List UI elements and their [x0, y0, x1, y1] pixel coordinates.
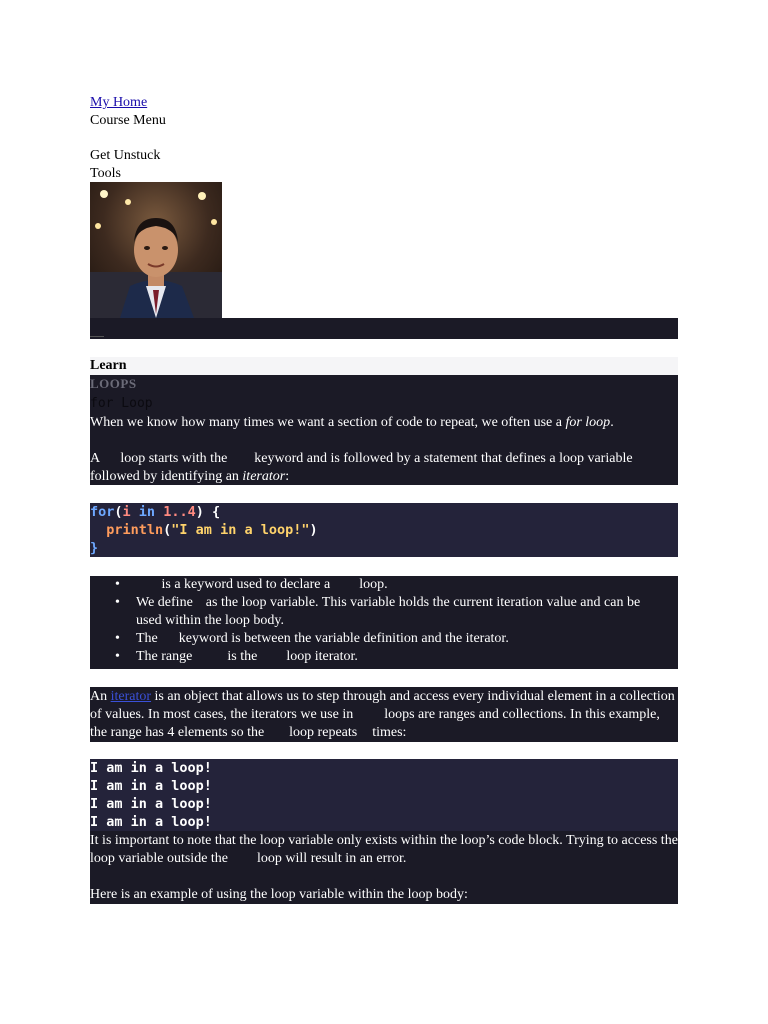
code-example	[90, 503, 678, 557]
list-item: • The range is the loop iterator.	[115, 649, 358, 664]
lesson-title: for Loop	[90, 396, 153, 411]
output-example	[90, 759, 678, 831]
scope-paragraph: It is important to note that the loop variable only exists within the loop’s code block. Trying to access the loop variable outside the loop will result in an error.	[90, 833, 678, 866]
section-label: LOOPS	[90, 376, 137, 391]
learn-tab[interactable]: Learn	[90, 357, 678, 375]
output-line: I am in a loop!	[90, 796, 212, 812]
example-intro: Here is an example of using the loop variable within the loop body:	[90, 887, 468, 902]
list-item: • We define as the loop variable. This variable holds the current iteration value and can be used within the loop body.	[115, 595, 641, 628]
output-line: I am in a loop!	[90, 814, 212, 830]
intro-paragraph: When we know how many times we want a section of code to repeat, we often use a for loop.	[90, 415, 614, 430]
output-line: I am in a loop!	[90, 760, 212, 776]
code-line-2: println("I am in a loop!")	[90, 522, 318, 538]
get-unstuck[interactable]: Get Unstuck	[90, 148, 161, 163]
scope-note	[90, 831, 678, 904]
iterator-link[interactable]: iterator	[110, 689, 152, 704]
for-loop-description: A loop starts with the keyword and is followed by a statement that defines a loop variable followed by identifying an iterator:	[90, 451, 633, 484]
output-line: I am in a loop!	[90, 778, 212, 794]
list-gap	[90, 669, 110, 687]
lesson-content	[90, 375, 678, 485]
explanation-list	[90, 576, 678, 669]
profile-photo[interactable]	[90, 182, 222, 318]
list-item: • is a keyword used to declare a loop.	[115, 577, 388, 592]
iterator-paragraph: An iterator is an object that allows us to step through and access every individual element in a collection of values. In most cases, the iterators we use in loops are ranges and collections. In this example, the range has 4 elements so the loop repeats times:	[90, 687, 678, 742]
code-line-1: for(i in 1..4) {	[90, 504, 221, 520]
course-menu[interactable]: Course Menu	[90, 113, 166, 128]
tools-menu[interactable]: Tools	[90, 166, 121, 181]
nav-home[interactable]	[90, 94, 147, 112]
list-item: • The keyword is between the variable definition and the iterator.	[115, 631, 509, 646]
code-line-3: }	[90, 540, 99, 556]
avatar-image	[90, 182, 222, 318]
my-home-link[interactable]: My Home	[90, 95, 148, 110]
profile-bar	[90, 318, 678, 339]
